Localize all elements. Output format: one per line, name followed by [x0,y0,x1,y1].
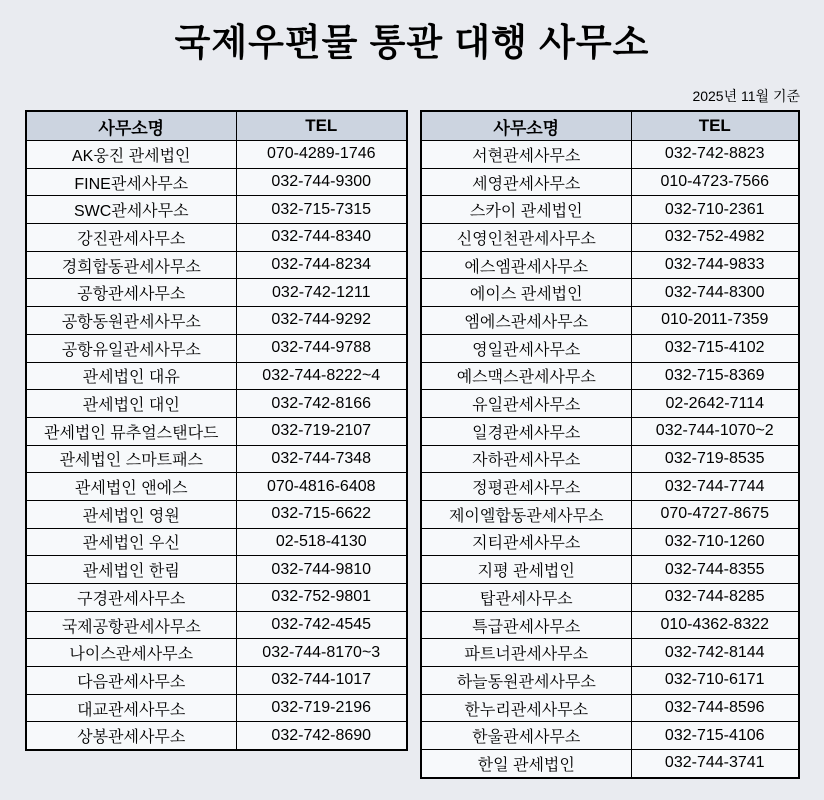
office-tables-container [25,110,800,779]
office-name-column-header: 사무소명 [26,111,236,141]
table-row [26,334,407,362]
tel-cell: 032-719-2107 [236,417,407,445]
table-row [421,334,799,362]
tel-cell: 032-744-7744 [631,473,799,501]
tel-cell: 032-744-9292 [236,307,407,335]
table-row [421,611,799,639]
office-name-cell: 공항동원관세사무소 [26,307,236,335]
table-row [26,141,407,169]
tel-cell: 032-752-9801 [236,584,407,612]
table-body-right [421,141,799,778]
office-name-cell: AK웅진 관세법인 [26,141,236,169]
tel-cell: 032-744-8340 [236,224,407,252]
office-name-cell: 엠에스관세사무소 [421,307,631,335]
office-name-cell: 경희합동관세사무소 [26,251,236,279]
table-row [26,667,407,695]
tel-cell: 032-719-8535 [631,445,799,473]
table-row [421,694,799,722]
table-row [26,279,407,307]
tel-cell: 032-742-4545 [236,611,407,639]
table-row [421,556,799,584]
tel-cell: 032-742-8823 [631,141,799,169]
table-row [421,750,799,778]
tel-cell: 032-719-2196 [236,694,407,722]
tel-cell: 032-715-4106 [631,722,799,750]
table-row [421,584,799,612]
header-row [421,111,799,141]
office-name-cell: 관세법인 대인 [26,390,236,418]
tel-cell: 070-4727-8675 [631,500,799,528]
tel-cell: 02-518-4130 [236,528,407,556]
office-name-cell: 유일관세사무소 [421,390,631,418]
table-row [26,362,407,390]
table-row [421,168,799,196]
table-row [26,584,407,612]
office-name-cell: 탑관세사무소 [421,584,631,612]
tel-cell: 032-742-1211 [236,279,407,307]
tel-cell: 032-744-8355 [631,556,799,584]
tel-cell: 032-744-7348 [236,445,407,473]
office-name-cell: 지평 관세법인 [421,556,631,584]
office-name-cell: 제이엘합동관세사무소 [421,500,631,528]
tel-cell: 032-715-4102 [631,334,799,362]
tel-cell: 032-710-1260 [631,528,799,556]
table-row [26,500,407,528]
office-name-cell: 공항관세사무소 [26,279,236,307]
office-name-cell: 관세법인 한림 [26,556,236,584]
table-body-left [26,141,407,751]
tel-cell: 032-744-8234 [236,251,407,279]
table-row [421,251,799,279]
table-row [26,473,407,501]
table-row [421,390,799,418]
tel-cell: 070-4816-6408 [236,473,407,501]
table-row [26,417,407,445]
page-title: 국제우편물 통관 대행 사무소 [174,22,650,63]
table-row [421,473,799,501]
table-row [421,639,799,667]
table-row [26,224,407,252]
office-table-left [25,110,408,751]
tel-cell: 032-744-9833 [631,251,799,279]
office-name-cell: 일경관세사무소 [421,417,631,445]
tel-cell: 070-4289-1746 [236,141,407,169]
table-row [421,500,799,528]
office-name-cell: 한울관세사무소 [421,722,631,750]
table-row [26,168,407,196]
tel-cell: 010-4362-8322 [631,611,799,639]
office-name-cell: 관세법인 앤에스 [26,473,236,501]
tel-cell: 032-744-3741 [631,750,799,778]
office-name-cell: 관세법인 영원 [26,500,236,528]
office-name-cell: 국제공항관세사무소 [26,611,236,639]
office-name-cell: 구경관세사무소 [26,584,236,612]
office-name-cell: 자하관세사무소 [421,445,631,473]
tel-cell: 032-744-8222~4 [236,362,407,390]
tel-cell: 032-744-9810 [236,556,407,584]
office-name-cell: 에스엠관세사무소 [421,251,631,279]
table-row [26,639,407,667]
office-name-cell: SWC관세사무소 [26,196,236,224]
tel-cell: 032-742-8690 [236,722,407,750]
office-name-cell: 관세법인 뮤추얼스탠다드 [26,417,236,445]
table-row [26,722,407,750]
office-name-cell: 하늘동원관세사무소 [421,667,631,695]
office-name-cell: 스카이 관세법인 [421,196,631,224]
office-name-cell: 서현관세사무소 [421,141,631,169]
office-name-cell: 공항유일관세사무소 [26,334,236,362]
header-row [26,111,407,141]
office-name-cell: FINE관세사무소 [26,168,236,196]
office-name-cell: 관세법인 대유 [26,362,236,390]
office-name-cell: 관세법인 우신 [26,528,236,556]
table-row [26,556,407,584]
table-row [26,196,407,224]
office-name-cell: 관세법인 스마트패스 [26,445,236,473]
table-row [421,307,799,335]
office-name-cell: 다음관세사무소 [26,667,236,695]
table-row [26,445,407,473]
table-row [421,279,799,307]
table-row [26,611,407,639]
table-row [26,528,407,556]
table-header-left [26,111,407,141]
tel-cell: 032-715-6622 [236,500,407,528]
table-row [421,362,799,390]
office-name-cell: 대교관세사무소 [26,694,236,722]
office-name-cell: 파트너관세사무소 [421,639,631,667]
office-name-cell: 영일관세사무소 [421,334,631,362]
tel-cell: 032-744-9788 [236,334,407,362]
tel-cell: 032-742-8144 [631,639,799,667]
office-name-cell: 에이스 관세법인 [421,279,631,307]
tel-cell: 032-715-7315 [236,196,407,224]
tel-cell: 032-744-8285 [631,584,799,612]
tel-cell: 032-744-8170~3 [236,639,407,667]
table-row [421,141,799,169]
tel-cell: 010-2011-7359 [631,307,799,335]
tel-column-header: TEL [236,111,407,141]
tel-cell: 032-710-2361 [631,196,799,224]
table-row [421,224,799,252]
tel-cell: 02-2642-7114 [631,390,799,418]
office-name-cell: 신영인천관세사무소 [421,224,631,252]
tel-cell: 032-710-6171 [631,667,799,695]
office-table-right [420,110,800,779]
tel-cell: 032-744-9300 [236,168,407,196]
table-row [421,528,799,556]
date-reference-note: 2025년 11월 기준 [692,88,800,104]
table-row [26,251,407,279]
table-row [421,196,799,224]
table-header-right [421,111,799,141]
table-row [26,307,407,335]
office-name-cell: 지티관세사무소 [421,528,631,556]
office-name-cell: 한누리관세사무소 [421,694,631,722]
office-name-column-header: 사무소명 [421,111,631,141]
tel-cell: 010-4723-7566 [631,168,799,196]
tel-cell: 032-744-1017 [236,667,407,695]
tel-cell: 032-744-8596 [631,694,799,722]
tel-column-header: TEL [631,111,799,141]
tel-cell: 032-742-8166 [236,390,407,418]
tel-cell: 032-752-4982 [631,224,799,252]
office-name-cell: 상봉관세사무소 [26,722,236,750]
office-name-cell: 정평관세사무소 [421,473,631,501]
office-name-cell: 세영관세사무소 [421,168,631,196]
table-row [421,667,799,695]
tel-cell: 032-744-8300 [631,279,799,307]
table-row [26,694,407,722]
table-row [421,722,799,750]
tel-cell: 032-744-1070~2 [631,417,799,445]
tel-cell: 032-715-8369 [631,362,799,390]
office-name-cell: 특급관세사무소 [421,611,631,639]
office-name-cell: 강진관세사무소 [26,224,236,252]
table-row [421,417,799,445]
office-name-cell: 나이스관세사무소 [26,639,236,667]
table-row [421,445,799,473]
office-name-cell: 한일 관세법인 [421,750,631,778]
office-name-cell: 예스맥스관세사무소 [421,362,631,390]
table-row [26,390,407,418]
